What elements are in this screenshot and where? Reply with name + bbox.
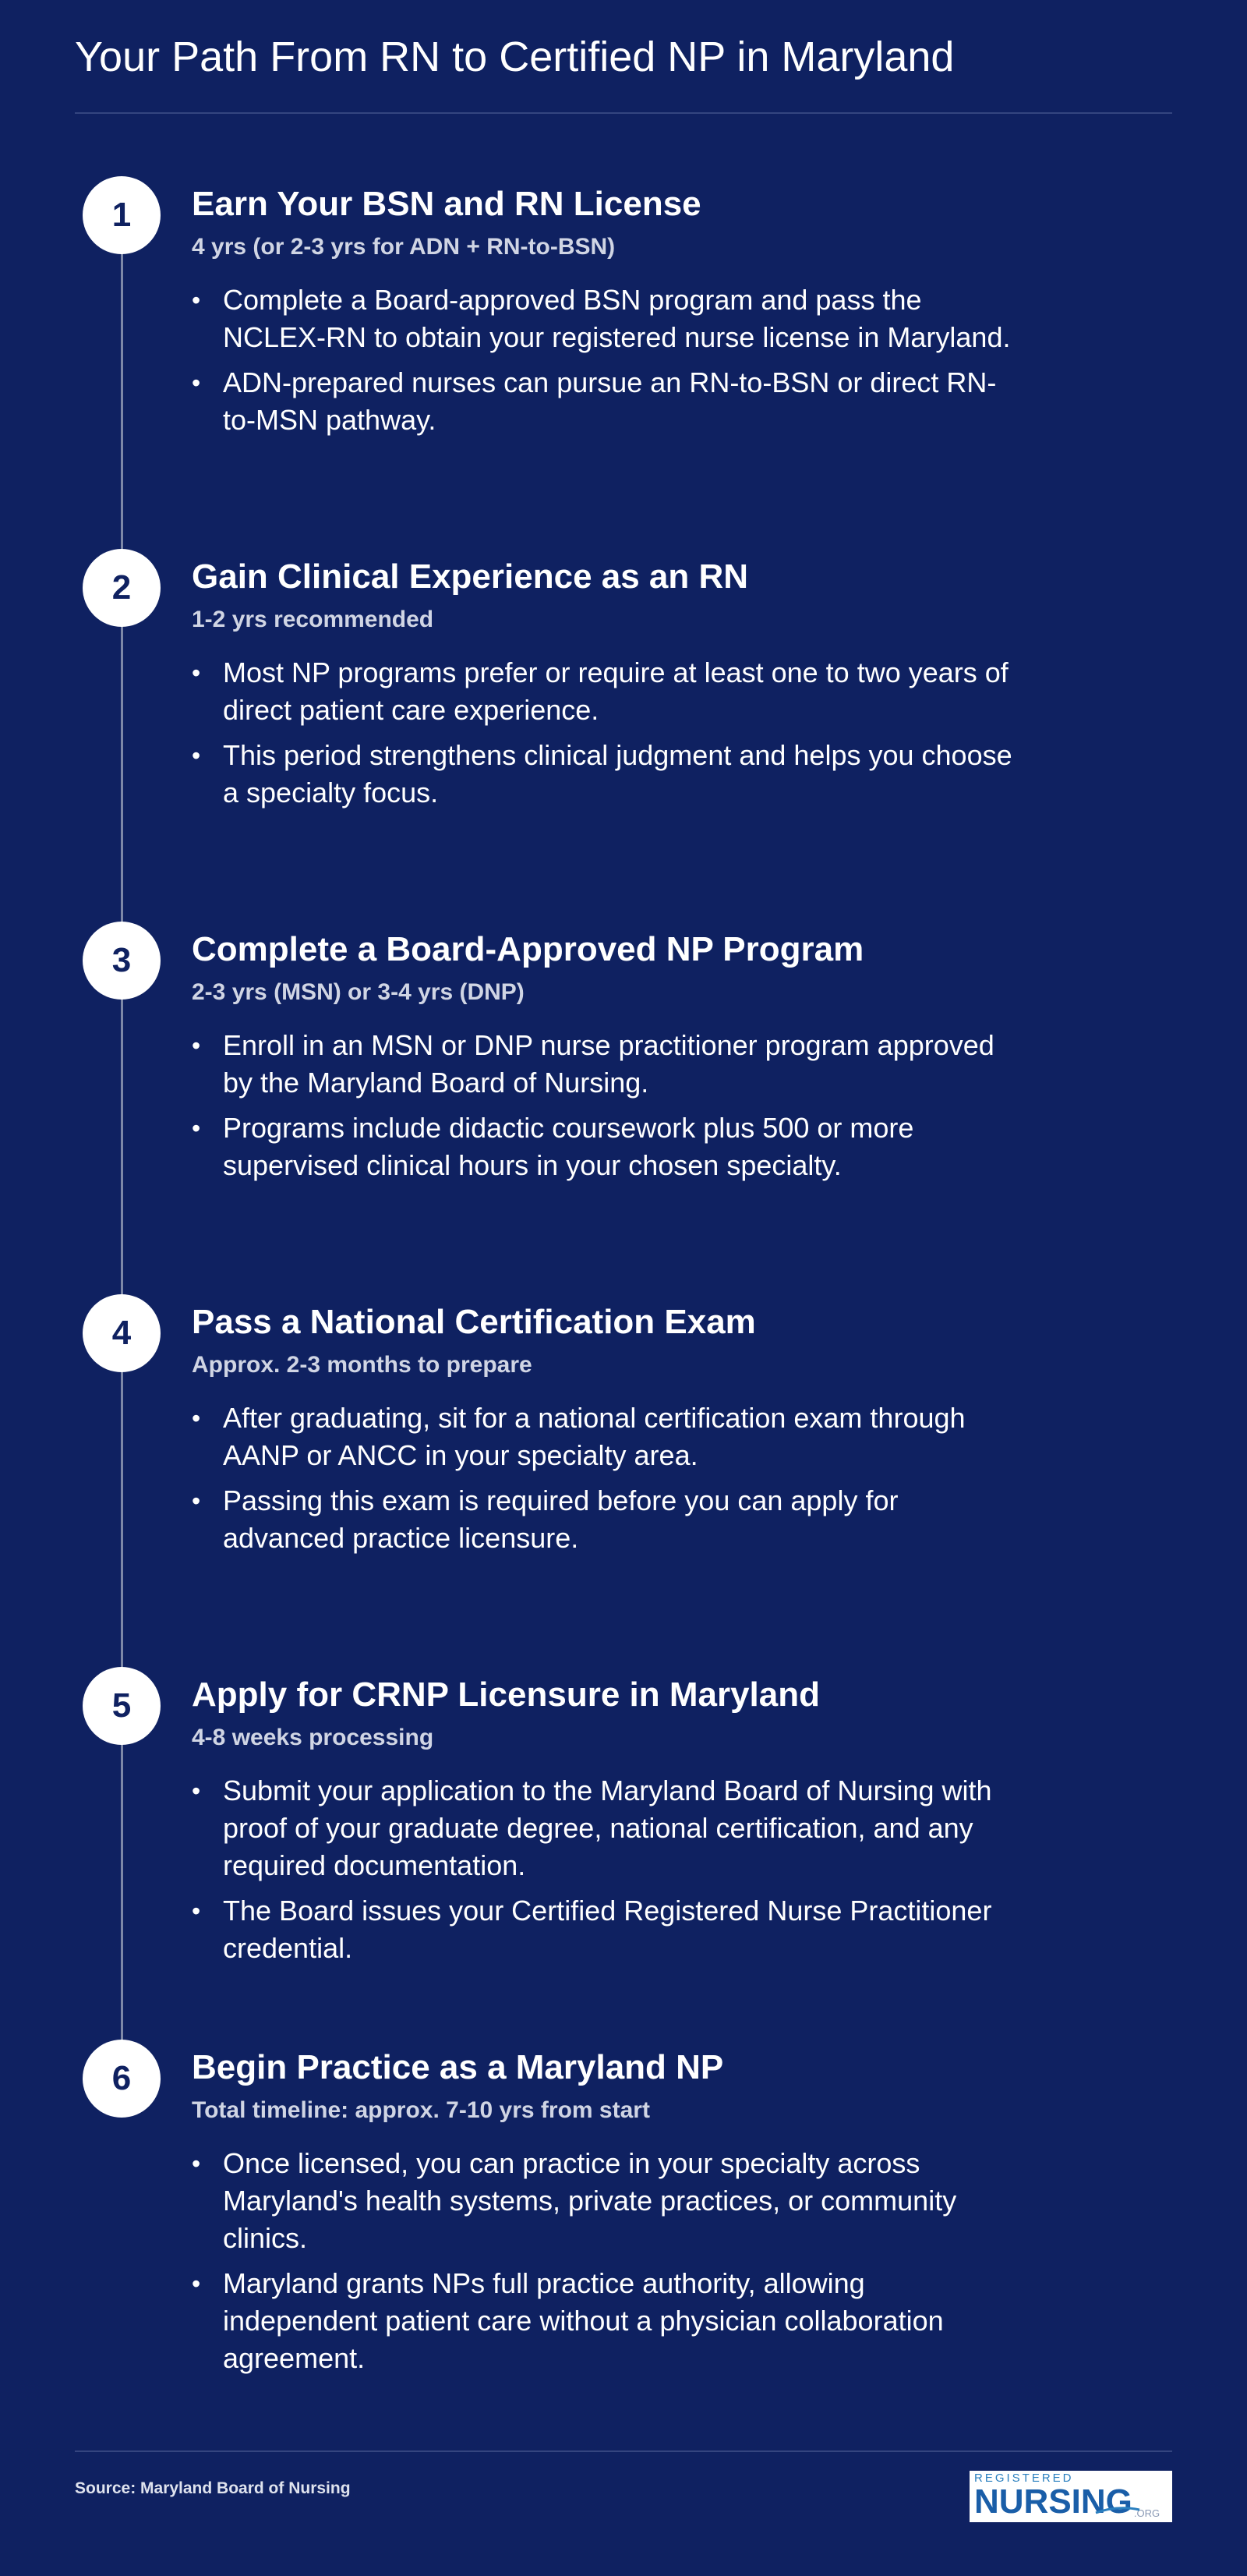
step-bullet-list: [192, 1399, 1018, 1557]
step-number-badge: 1: [83, 176, 161, 254]
registered-nursing-logo[interactable]: [970, 2471, 1172, 2522]
list-item: • Enroll in an MSN or DNP nurse practitioner program approved by the Maryland Board of Nursing.: [192, 1027, 1018, 1102]
step-number-badge: 2: [83, 549, 161, 627]
list-item: • Programs include didactic coursework plus 500 or more supervised clinical hours in your chosen specialty.: [192, 1109, 1018, 1184]
list-item: • Submit your application to the Maryland Board of Nursing with proof of your graduate degree, national certification, and any required documentation.: [192, 1772, 1018, 1884]
list-item: • Complete a Board-approved BSN program and pass the NCLEX-RN to obtain your registered nurse license in Maryland.: [192, 281, 1018, 356]
step-bullet-list: [192, 2145, 1018, 2377]
step-duration: Total timeline: approx. 7-10 yrs from start: [192, 2097, 650, 2123]
logo-main-text: NURSING: [974, 2482, 1132, 2521]
logo-top-text: REGISTERED: [974, 2472, 1074, 2485]
footer-divider: [75, 2450, 1172, 2452]
list-item: • Most NP programs prefer or require at least one to two years of direct patient care experience.: [192, 654, 1018, 729]
step-content: [192, 1302, 1018, 1565]
step-duration: 1-2 yrs recommended: [192, 606, 434, 632]
timeline-line: [121, 218, 123, 2082]
step-content: [192, 557, 1018, 819]
step-duration: 4 yrs (or 2-3 yrs for ADN + RN-to-BSN): [192, 233, 616, 260]
list-item: • Maryland grants NPs full practice authority, allowing independent patient care without a physician collaboration agreement.: [192, 2265, 1018, 2377]
step-duration: 4-8 weeks processing: [192, 1724, 434, 1750]
step-number-badge: 6: [83, 2040, 161, 2118]
list-item: • The Board issues your Certified Registered Nurse Practitioner credential.: [192, 1892, 1018, 1967]
step-duration: Approx. 2-3 months to prepare: [192, 1351, 532, 1378]
step-content: [192, 1675, 1018, 1975]
step-bullet-list: [192, 654, 1018, 812]
step-number-badge: 3: [83, 922, 161, 1000]
step-title: Pass a National Certification Exam: [192, 1303, 756, 1341]
step-content: [192, 184, 1018, 447]
step-bullet-list: [192, 281, 1018, 439]
step-content: [192, 2047, 1018, 2385]
step-content: [192, 929, 1018, 1192]
list-item: • ADN-prepared nurses can pursue an RN-to-BSN or direct RN-to-MSN pathway.: [192, 364, 1018, 439]
step-number-badge: 5: [83, 1667, 161, 1745]
list-item: • Passing this exam is required before you can apply for advanced practice licensure.: [192, 1482, 1018, 1557]
list-item: • Once licensed, you can practice in your specialty across Maryland's health systems, private practices, or community clinics.: [192, 2145, 1018, 2257]
step-title: Earn Your BSN and RN License: [192, 185, 701, 223]
step-bullet-list: [192, 1027, 1018, 1184]
step-number-badge: 4: [83, 1294, 161, 1372]
source-citation: Source: Maryland Board of Nursing: [75, 2479, 351, 2497]
step-title: Gain Clinical Experience as an RN: [192, 557, 749, 596]
list-item: • This period strengthens clinical judgment and helps you choose a specialty focus.: [192, 737, 1018, 812]
logo-suffix-text: .ORG: [1133, 2507, 1160, 2519]
step-duration: 2-3 yrs (MSN) or 3-4 yrs (DNP): [192, 978, 525, 1005]
step-bullet-list: [192, 1772, 1018, 1967]
list-item: • After graduating, sit for a national certification exam through AANP or ANCC in your specialty area.: [192, 1399, 1018, 1474]
page-title: Your Path From RN to Certified NP in Maryland: [75, 34, 955, 80]
logo-swoosh-icon: [1094, 2505, 1141, 2516]
page-header: [75, 0, 1172, 114]
step-title: Complete a Board-Approved NP Program: [192, 930, 864, 968]
step-title: Begin Practice as a Maryland NP: [192, 2048, 724, 2086]
step-title: Apply for CRNP Licensure in Maryland: [192, 1675, 821, 1714]
